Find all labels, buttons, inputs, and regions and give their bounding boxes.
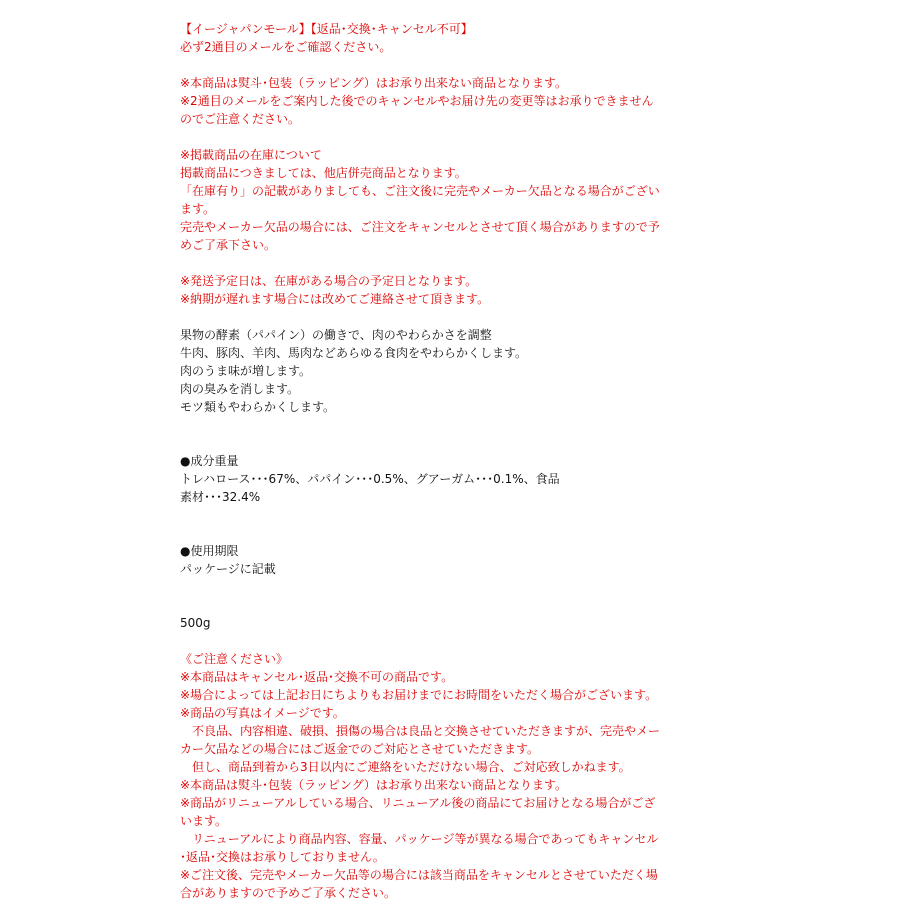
stock-notice [180,146,700,254]
stock-line: 掲載商品につきましては、他店併売商品となります。 [180,166,467,180]
ingredients-heading: ●成分重量 [180,454,239,468]
caution-line: 不良品、内容相違、破損、損傷の場合は良品と交換させていただきますが、完売やメー [180,724,661,738]
wrapping-line: ※2通目のメールをご案内した後でのキャンセルやお届け先の変更等はお承りできません [180,94,654,108]
caution-line: ※商品の写真はイメージです。 [180,706,345,720]
caution-line: ※本商品は熨斗･包装（ラッピング）はお承り出来ない商品となります。 [180,778,567,792]
feature-line: 牛肉、豚肉、羊肉、馬肉などあらゆる食肉をやわらかくします。 [180,346,528,360]
header-line: 必ず2通目のメールをご確認ください。 [180,40,392,54]
stock-line: 「在庫有り」の記載がありましても、ご注文後に完売やメーカー欠品となる場合がござい [180,184,660,198]
feature-line: 肉のうま味が増します。 [180,364,312,378]
stock-line: めご了承下さい。 [180,238,277,252]
shipping-line: ※納期が遅れます場合には改めてご連絡させて頂きます。 [180,292,490,306]
caution-line: 但し、商品到着から3日以内にご連絡をいただけない場合、ご対応致しかねます。 [180,760,631,774]
caution-line: 《ご注意ください》 [180,652,289,666]
expiry-heading: ●使用期限 [180,544,239,558]
shipping-line: ※発送予定日は、在庫がある場合の予定日となります。 [180,274,478,288]
shipping-notice [180,272,700,308]
caution-line: ･返品･交換はお承りしておりません。 [180,850,385,864]
caution-line: ※本商品はキャンセル･返品･交換不可の商品です。 [180,670,454,684]
feature-line: 肉の臭みを消します。 [180,382,300,396]
product-features [180,326,700,416]
caution-line: ※場合によっては上記お日にちよりもお届けまでにお時間をいただく場合がございます。 [180,688,658,702]
caution-line: リニューアルにより商品内容、容量、パッケージ等が異なる場合であってもキャンセル [180,832,659,846]
ingredients-line: トレハロース･･･67%、パパイン･･･0.5%、グアーガム･･･0.1%、食品 [180,472,560,486]
caution-line: ※商品がリニューアルしている場合、リニューアル後の商品にてお届けとなる場合がござ [180,796,656,810]
stock-line: ます。 [180,202,216,216]
header-notice [180,20,700,56]
caution-notice [180,650,700,902]
wrapping-notice [180,74,700,128]
ingredients-section [180,452,700,506]
wrapping-line: のでご注意ください。 [180,112,301,126]
expiry-section [180,542,700,578]
stock-line: ※掲載商品の在庫について [180,148,322,162]
product-description [180,20,700,902]
expiry-text: パッケージに記載 [180,562,276,576]
wrapping-line: ※本商品は熨斗･包装（ラッピング）はお承り出来ない商品となります。 [180,76,567,90]
net-weight: 500g [180,616,211,630]
stock-line: 完売やメーカー欠品の場合には、ご注文をキャンセルとさせて頂く場合がありますので予 [180,220,660,234]
caution-line: カー欠品などの場合にはご返金でのご対応とさせていただきます。 [180,742,540,756]
feature-line: 果物の酵素（パパイン）の働きで、肉のやわらかさを調整 [180,328,492,342]
ingredients-line: 素材･･･32.4% [180,490,261,504]
caution-line: います。 [180,814,228,828]
header-line: 【イージャパンモール】【返品･交換･キャンセル不可】 [180,22,473,36]
feature-line: モツ類もやわらかくします。 [180,400,336,414]
caution-line: ※ご注文後、完売やメーカー欠品等の場合には該当商品をキャンセルとさせていただく場 [180,868,658,882]
caution-line: 合がありますので予めご了承ください。 [180,886,397,900]
